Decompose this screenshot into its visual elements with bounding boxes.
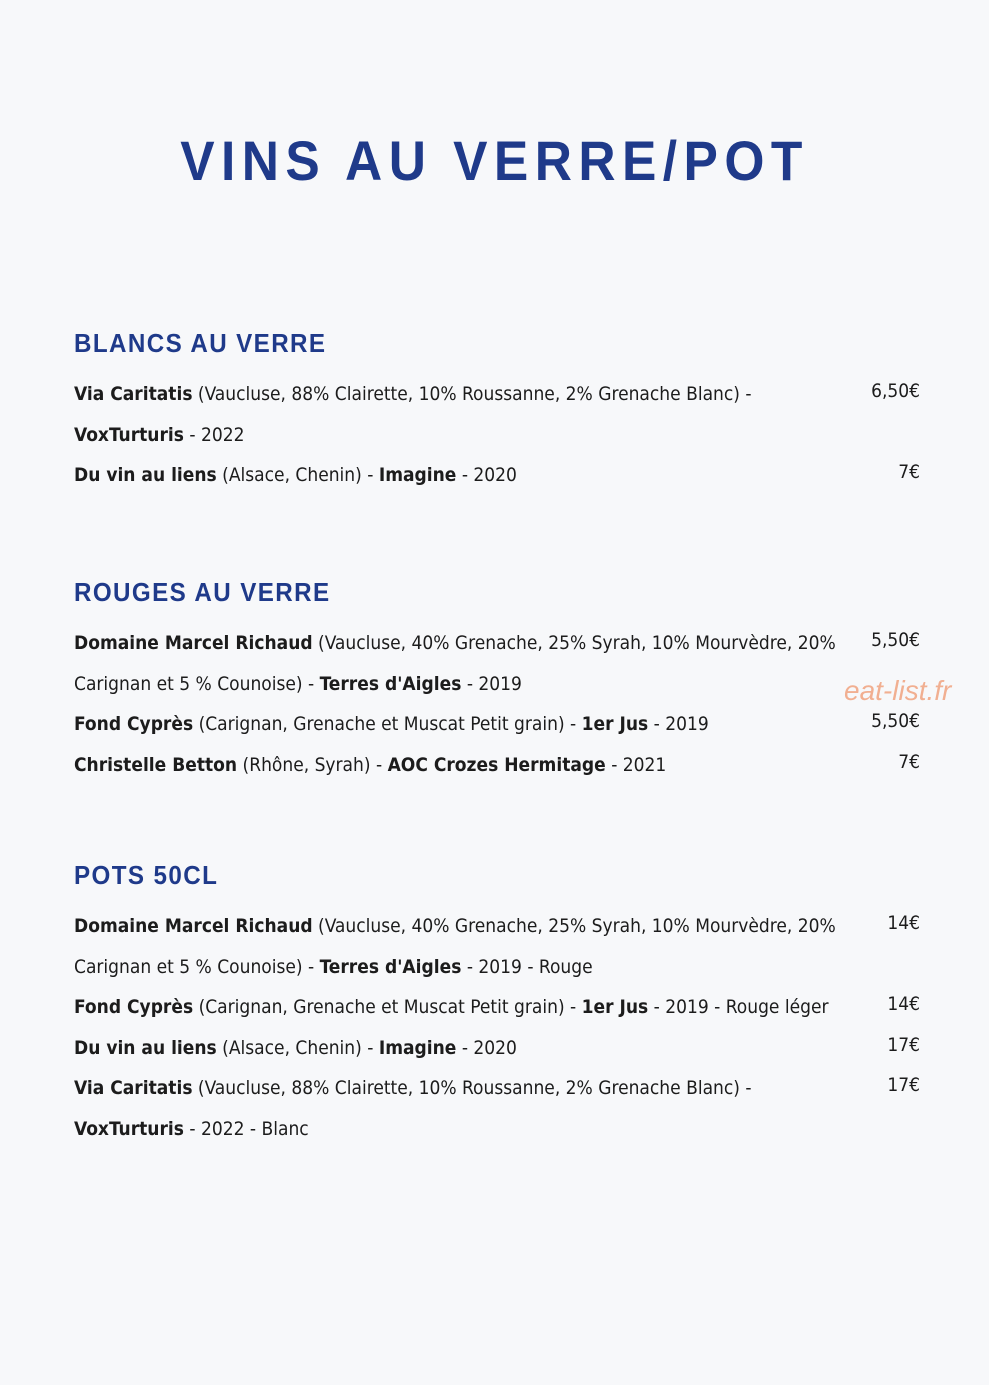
wine-description-line bbox=[74, 745, 854, 786]
wine-name-bold: AOC Crozes Hermitage bbox=[387, 753, 606, 776]
wine-price: 14€ bbox=[887, 993, 920, 1015]
wine-item bbox=[74, 704, 924, 745]
wine-detail-text: - 2021 bbox=[605, 753, 667, 776]
wine-name-bold: Fond Cyprès bbox=[74, 713, 194, 735]
wine-description-line bbox=[74, 1068, 854, 1109]
wine-item bbox=[74, 745, 924, 786]
wine-name-bold: Fond Cyprès bbox=[74, 996, 194, 1018]
wine-name-bold: VoxTurturis bbox=[74, 423, 184, 446]
wine-item bbox=[74, 987, 924, 1028]
watermark: eat-list.fr bbox=[844, 675, 952, 706]
wine-name-bold: Terres d'Aigles bbox=[319, 672, 462, 695]
wine-name-bold: VoxTurturis bbox=[74, 1117, 184, 1140]
wine-name-bold: 1er Jus bbox=[581, 996, 649, 1018]
wine-description-line bbox=[74, 704, 854, 745]
wine-description-line bbox=[74, 947, 854, 988]
wine-detail-text: - 2019 - Rouge léger bbox=[648, 996, 829, 1018]
wine-price: 5,50€ bbox=[871, 710, 920, 732]
wine-description-line bbox=[74, 906, 854, 947]
wine-detail-text: - 2019 - Rouge bbox=[461, 955, 593, 978]
wine-detail-text: (Vaucluse, 40% Grenache, 25% Syrah, 10% Mourvèdre, 20% bbox=[312, 915, 836, 937]
wine-name-bold: Via Caritatis bbox=[74, 1077, 193, 1099]
wine-description-line bbox=[74, 987, 854, 1028]
wine-detail-text: (Carignan, Grenache et Muscat Petit grain) - bbox=[193, 713, 582, 735]
wine-detail-text: (Rhône, Syrah) - bbox=[237, 753, 388, 776]
wine-name-bold: 1er Jus bbox=[581, 713, 649, 735]
wine-description-line bbox=[74, 664, 854, 705]
wine-price: 7€ bbox=[898, 461, 920, 483]
wine-detail-text: (Carignan, Grenache et Muscat Petit grain) - bbox=[193, 996, 582, 1018]
wine-detail-text: (Vaucluse, 88% Clairette, 10% Roussanne, 2% Grenache Blanc) - bbox=[192, 1077, 752, 1099]
wine-description-line bbox=[74, 455, 854, 496]
wine-name-bold: Domaine Marcel Richaud bbox=[74, 632, 313, 654]
wine-name-bold: Du vin au liens bbox=[74, 1036, 217, 1059]
wine-item bbox=[74, 455, 924, 496]
wine-description-line bbox=[74, 1028, 854, 1069]
wine-name-bold: Terres d'Aigles bbox=[319, 955, 462, 978]
wine-detail-text: (Vaucluse, 40% Grenache, 25% Syrah, 10% Mourvèdre, 20% bbox=[312, 632, 836, 654]
wine-description-line bbox=[74, 623, 854, 664]
wine-name-bold: Christelle Betton bbox=[74, 753, 238, 776]
wine-detail-text: (Alsace, Chenin) - bbox=[216, 1036, 379, 1059]
wine-price: 17€ bbox=[887, 1033, 920, 1056]
wine-item bbox=[74, 1028, 924, 1069]
wine-description-line bbox=[74, 1109, 854, 1150]
wine-name-bold: Imagine bbox=[378, 464, 457, 486]
wine-name-bold: Du vin au liens bbox=[74, 464, 217, 486]
section-rouges bbox=[74, 577, 924, 785]
section-title: BLANCS AU VERRE bbox=[74, 328, 327, 358]
wine-item bbox=[74, 374, 924, 455]
wine-price: 14€ bbox=[887, 912, 920, 934]
wine-price: 17€ bbox=[887, 1074, 920, 1096]
wine-detail-text: - 2022 - Blanc bbox=[183, 1117, 309, 1140]
wine-item bbox=[74, 906, 924, 987]
wine-item bbox=[74, 1068, 924, 1149]
wine-detail-text: - 2020 bbox=[456, 464, 517, 486]
wine-detail-text: - 2019 bbox=[648, 713, 709, 735]
wine-detail-text: (Vaucluse, 88% Clairette, 10% Roussanne, 2% Grenache Blanc) - bbox=[192, 383, 752, 405]
section-title: ROUGES AU VERRE bbox=[74, 577, 331, 607]
section-pots bbox=[74, 860, 924, 1149]
wine-name-bold: Via Caritatis bbox=[74, 383, 193, 405]
section-title: POTS 50CL bbox=[74, 860, 219, 890]
wine-price: 5,50€ bbox=[871, 629, 920, 651]
wine-detail-text: - 2020 bbox=[456, 1036, 517, 1059]
wine-name-bold: Domaine Marcel Richaud bbox=[74, 915, 313, 937]
wine-price: 6,50€ bbox=[871, 380, 920, 402]
wine-detail-text: - 2022 bbox=[183, 423, 245, 446]
wine-detail-text: Carignan et 5 % Counoise) - bbox=[74, 672, 320, 695]
wine-detail-text: Carignan et 5 % Counoise) - bbox=[74, 955, 320, 978]
wine-detail-text: - 2019 bbox=[461, 672, 522, 695]
wine-price: 7€ bbox=[898, 750, 920, 773]
wine-item bbox=[74, 623, 924, 704]
wine-description-line bbox=[74, 374, 854, 415]
section-blancs bbox=[74, 328, 924, 496]
wine-description-line bbox=[74, 415, 854, 456]
wine-name-bold: Imagine bbox=[378, 1036, 457, 1059]
wine-detail-text: (Alsace, Chenin) - bbox=[216, 464, 379, 486]
page-title: VINS AU VERRE/POT bbox=[180, 129, 809, 192]
